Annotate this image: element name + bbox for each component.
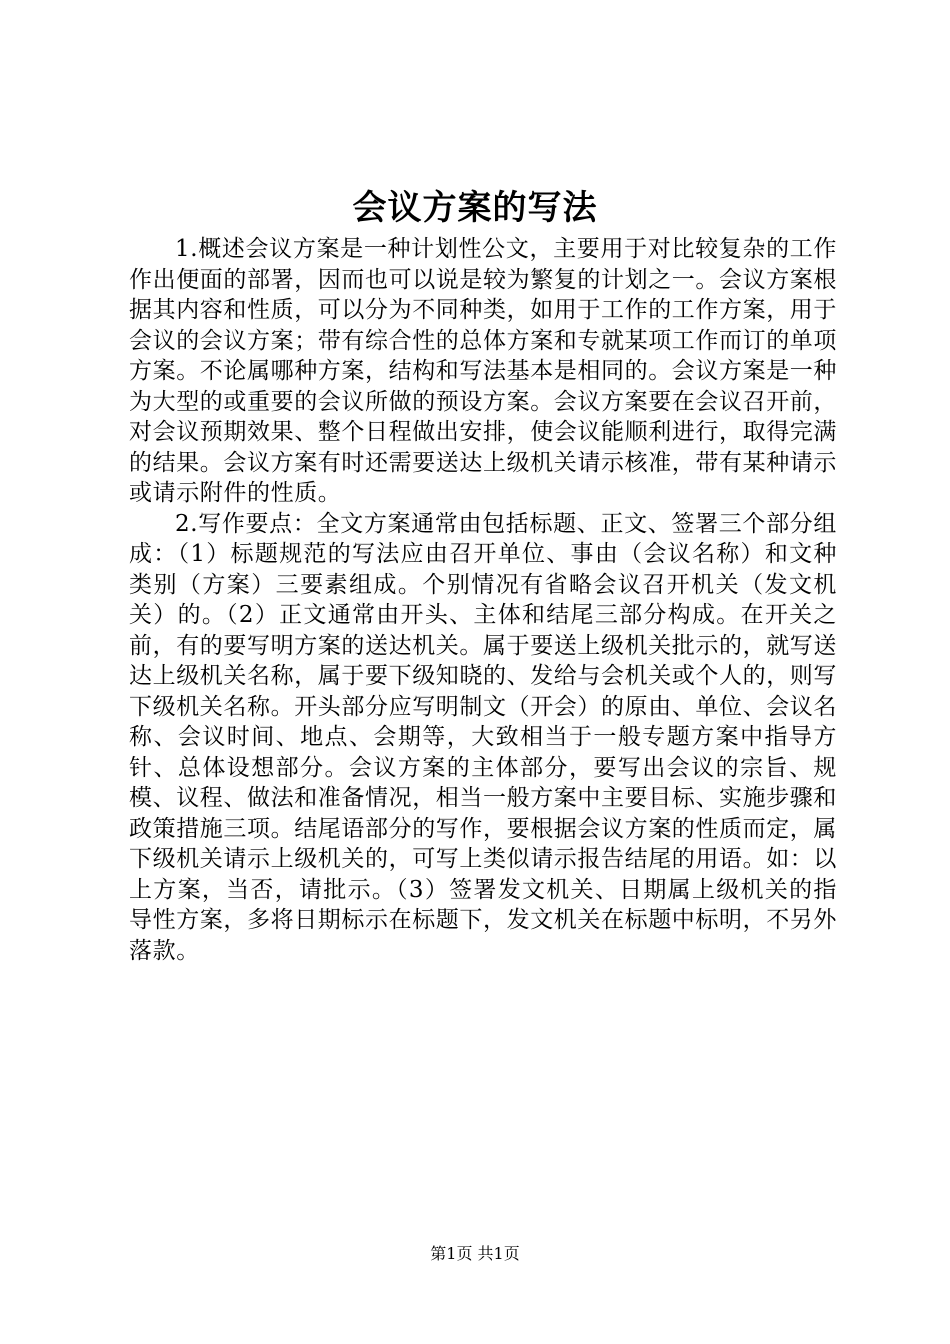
document-title: 会议方案的写法 [352, 188, 598, 228]
document-body [129, 234, 837, 966]
paragraph-overview: 1.概述会议方案是一种计划性公文，主要用于对比较复杂的工作作出便面的部署，因而也可以说是较为繁复的计划之一。会议方案根据其内容和性质，可以分为不同种类，如用于工作的工作方案，用于会议的会议方案；带有综合性的总体方案和专就某项工作而订的单项方案。不论属哪种方案，结构和写法基本是相同的。会议方案是一种为大型的或重要的会议所做的预设方案。会议方案要在会议召开前，对会议预期效果、整个日程做出安排，使会议能顺利进行，取得完满的结果。会议方案有时还需要送达上级机关请示核准，带有某种请示或请示附件的性质。 [129, 236, 837, 506]
page-footer: 第1页 共1页 [430, 1244, 520, 1263]
paragraph-writing-points: 2.写作要点：全文方案通常由包括标题、正文、签署三个部分组成：（1）标题规范的写法应由召开单位、事由（会议名称）和文种类别（方案）三要素组成。个别情况有省略会议召开机关（发文机关）的。（2）正文通常由开头、主体和结尾三部分构成。在开关之前，有的要写明方案的送达机关。属于要送上级机关批示的，就写送达上级机关名称，属于要下级知晓的、发给与会机关或个人的，则写下级机关名称。开头部分应写明制文（开会）的原由、单位、会议名称、会议时间、地点、会期等，大致相当于一般专题方案中指导方针、总体设想部分。会议方案的主体部分，要写出会议的宗旨、规模、议程、做法和准备情况，相当一般方案中主要目标、实施步骤和政策措施三项。结尾语部分的写作，要根据会议方案的性质而定，属下级机关请示上级机关的，可写上类似请示报告结尾的用语。如：以上方案，当否，请批示。（3）签署发文机关、日期属上级机关的指导性方案，多将日期标示在标题下，发文机关在标题中标明，不另外落款。 [129, 510, 837, 964]
